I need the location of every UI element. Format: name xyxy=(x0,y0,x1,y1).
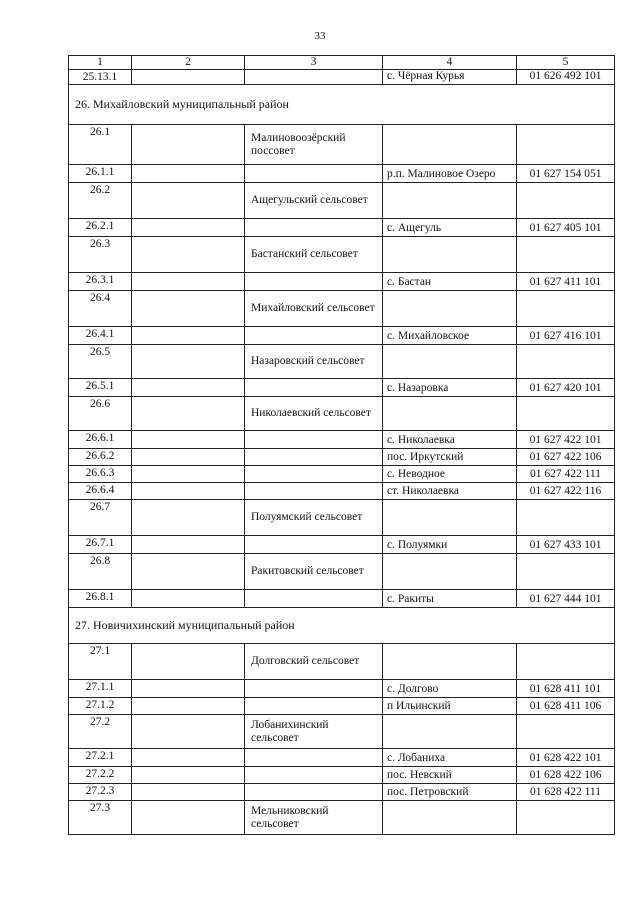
oktmo-code-cell xyxy=(517,345,615,379)
settlement-row xyxy=(69,680,615,698)
settlement-name-cell: пос. Невский xyxy=(383,767,517,784)
council-name-cell: Ащегульский сельсовет xyxy=(245,183,383,219)
council-row xyxy=(69,237,615,273)
council-name-cell xyxy=(245,327,383,345)
section-title: 27. Новичихинский муниципальный район xyxy=(69,608,615,644)
empty-cell xyxy=(132,431,245,449)
council-row xyxy=(69,554,615,590)
code-cell: 26.8.1 xyxy=(69,590,132,608)
settlement-name-cell: с. Неводное xyxy=(383,466,517,483)
council-name-cell xyxy=(245,680,383,698)
settlement-row xyxy=(69,327,615,345)
empty-cell xyxy=(132,784,245,801)
code-cell: 27.2.2 xyxy=(69,767,132,784)
empty-cell xyxy=(132,680,245,698)
council-name-cell: Назаровский сельсовет xyxy=(245,345,383,379)
council-name-cell: Бастанский сельсовет xyxy=(245,237,383,273)
settlement-name-cell xyxy=(383,500,517,536)
section-heading-row xyxy=(69,85,615,125)
column-header: 5 xyxy=(517,56,615,70)
council-row xyxy=(69,183,615,219)
settlement-row xyxy=(69,431,615,449)
empty-cell xyxy=(132,801,245,835)
oktmo-code-cell: 01 627 405 101 xyxy=(517,219,615,237)
council-name-cell: Ракитовский сельсовет xyxy=(245,554,383,590)
empty-cell xyxy=(132,698,245,715)
settlement-row xyxy=(69,219,615,237)
section-title: 26. Михайловский муниципальный район xyxy=(69,85,615,125)
council-name-cell xyxy=(245,749,383,767)
settlement-row xyxy=(69,466,615,483)
oktmo-code-cell: 01 628 422 106 xyxy=(517,767,615,784)
code-cell: 26.7.1 xyxy=(69,536,132,554)
oktmo-code-cell xyxy=(517,397,615,431)
empty-cell xyxy=(132,715,245,749)
oktmo-code-cell: 01 628 422 111 xyxy=(517,784,615,801)
settlement-name-cell xyxy=(383,345,517,379)
settlement-name-cell: ст. Николаевка xyxy=(383,483,517,500)
settlement-row xyxy=(69,749,615,767)
council-row xyxy=(69,125,615,165)
council-name-cell xyxy=(245,483,383,500)
empty-cell xyxy=(132,749,245,767)
council-name-cell xyxy=(245,165,383,183)
empty-cell xyxy=(132,500,245,536)
settlement-row xyxy=(69,165,615,183)
settlement-name-cell: с. Чёрная Курья xyxy=(383,70,517,85)
settlement-name-cell: п Ильинский xyxy=(383,698,517,715)
settlement-name-cell xyxy=(383,237,517,273)
council-name-cell xyxy=(245,431,383,449)
council-name-cell: Лобанихинский сельсовет xyxy=(245,715,383,749)
oktmo-code-cell xyxy=(517,500,615,536)
code-cell: 26.6.4 xyxy=(69,483,132,500)
empty-cell xyxy=(132,70,245,85)
settlement-name-cell xyxy=(383,801,517,835)
section-heading-row xyxy=(69,608,615,644)
column-header: 4 xyxy=(383,56,517,70)
council-name-cell: Малиновоозёрский поссовет xyxy=(245,125,383,165)
council-name-cell xyxy=(245,767,383,784)
oktmo-code-cell xyxy=(517,237,615,273)
oktmo-code-cell: 01 627 422 116 xyxy=(517,483,615,500)
oktmo-code-cell: 01 627 416 101 xyxy=(517,327,615,345)
code-cell: 26.6.1 xyxy=(69,431,132,449)
settlement-name-cell xyxy=(383,397,517,431)
code-cell: 26.8 xyxy=(69,554,132,590)
council-name-cell: Мельниковский сельсовет xyxy=(245,801,383,835)
settlement-name-cell: с. Михайловское xyxy=(383,327,517,345)
oktmo-code-cell xyxy=(517,291,615,327)
council-row xyxy=(69,500,615,536)
oktmo-code-cell: 01 628 422 101 xyxy=(517,749,615,767)
empty-cell xyxy=(132,219,245,237)
code-cell: 26.5 xyxy=(69,345,132,379)
code-cell: 26.1.1 xyxy=(69,165,132,183)
column-header: 2 xyxy=(132,56,245,70)
empty-cell xyxy=(132,536,245,554)
code-cell: 26.6 xyxy=(69,397,132,431)
empty-cell xyxy=(132,554,245,590)
settlement-row xyxy=(69,483,615,500)
settlement-name-cell: пос. Иркутский xyxy=(383,449,517,466)
council-name-cell: Долговский сельсовет xyxy=(245,644,383,680)
settlement-name-cell: с. Ракиты xyxy=(383,590,517,608)
code-cell: 26.4.1 xyxy=(69,327,132,345)
code-cell: 26.2.1 xyxy=(69,219,132,237)
empty-cell xyxy=(132,379,245,397)
empty-cell xyxy=(132,125,245,165)
oktmo-code-cell xyxy=(517,125,615,165)
council-name-cell: Николаевский сельсовет xyxy=(245,397,383,431)
council-name-cell xyxy=(245,698,383,715)
council-name-cell xyxy=(245,590,383,608)
empty-cell xyxy=(132,291,245,327)
code-cell: 26.6.2 xyxy=(69,449,132,466)
council-name-cell xyxy=(245,70,383,85)
oktmo-code-cell: 01 627 433 101 xyxy=(517,536,615,554)
code-cell: 25.13.1 xyxy=(69,70,132,85)
council-name-cell xyxy=(245,536,383,554)
council-name-cell: Михайловский сельсовет xyxy=(245,291,383,327)
council-row xyxy=(69,715,615,749)
oktmo-code-cell xyxy=(517,554,615,590)
code-cell: 27.2.1 xyxy=(69,749,132,767)
oktmo-code-cell: 01 627 422 101 xyxy=(517,431,615,449)
settlement-name-cell: р.п. Малиновое Озеро xyxy=(383,165,517,183)
settlement-name-cell: с. Долгово xyxy=(383,680,517,698)
settlement-row xyxy=(69,767,615,784)
council-name-cell xyxy=(245,379,383,397)
settlement-row xyxy=(69,536,615,554)
settlement-row xyxy=(69,449,615,466)
oktmo-code-cell: 01 626 492 101 xyxy=(517,70,615,85)
code-cell: 26.2 xyxy=(69,183,132,219)
empty-cell xyxy=(132,466,245,483)
settlement-row xyxy=(69,698,615,715)
settlement-row xyxy=(69,273,615,291)
oktmo-code-cell: 01 628 411 101 xyxy=(517,680,615,698)
council-name-cell xyxy=(245,219,383,237)
empty-cell xyxy=(132,273,245,291)
empty-cell xyxy=(132,183,245,219)
settlement-row xyxy=(69,590,615,608)
council-row xyxy=(69,801,615,835)
oktmo-code-cell: 01 627 420 101 xyxy=(517,379,615,397)
code-cell: 27.1.2 xyxy=(69,698,132,715)
council-name-cell: Полуямский сельсовет xyxy=(245,500,383,536)
code-cell: 27.1 xyxy=(69,644,132,680)
council-row xyxy=(69,644,615,680)
empty-cell xyxy=(132,483,245,500)
code-cell: 26.6.3 xyxy=(69,466,132,483)
settlement-name-cell xyxy=(383,125,517,165)
empty-cell xyxy=(132,449,245,466)
code-cell: 26.7 xyxy=(69,500,132,536)
council-row xyxy=(69,397,615,431)
settlement-name-cell xyxy=(383,715,517,749)
council-name-cell xyxy=(245,784,383,801)
settlement-name-cell: с. Лобаниха xyxy=(383,749,517,767)
code-cell: 27.3 xyxy=(69,801,132,835)
code-cell: 27.2.3 xyxy=(69,784,132,801)
settlement-name-cell xyxy=(383,554,517,590)
settlement-row xyxy=(69,379,615,397)
council-name-cell xyxy=(245,449,383,466)
settlement-row xyxy=(69,70,615,85)
oktmo-code-cell: 01 627 444 101 xyxy=(517,590,615,608)
council-name-cell xyxy=(245,273,383,291)
council-row xyxy=(69,291,615,327)
empty-cell xyxy=(132,165,245,183)
settlements-table xyxy=(68,55,615,835)
code-cell: 26.3 xyxy=(69,237,132,273)
code-cell: 26.5.1 xyxy=(69,379,132,397)
empty-cell xyxy=(132,237,245,273)
code-cell: 26.4 xyxy=(69,291,132,327)
settlement-row xyxy=(69,784,615,801)
code-cell: 27.1.1 xyxy=(69,680,132,698)
code-cell: 26.1 xyxy=(69,125,132,165)
column-header: 1 xyxy=(69,56,132,70)
oktmo-code-cell xyxy=(517,183,615,219)
table-header-row xyxy=(69,56,615,70)
oktmo-code-cell xyxy=(517,715,615,749)
page-number: 33 xyxy=(314,30,326,42)
settlement-name-cell xyxy=(383,291,517,327)
council-name-cell xyxy=(245,466,383,483)
council-row xyxy=(69,345,615,379)
empty-cell xyxy=(132,590,245,608)
oktmo-code-cell: 01 627 411 101 xyxy=(517,273,615,291)
column-header: 3 xyxy=(245,56,383,70)
settlement-name-cell: с. Ащегуль xyxy=(383,219,517,237)
empty-cell xyxy=(132,327,245,345)
settlement-name-cell: с. Бастан xyxy=(383,273,517,291)
oktmo-code-cell xyxy=(517,801,615,835)
empty-cell xyxy=(132,644,245,680)
settlement-name-cell xyxy=(383,183,517,219)
empty-cell xyxy=(132,397,245,431)
settlement-name-cell: пос. Петровский xyxy=(383,784,517,801)
empty-cell xyxy=(132,345,245,379)
oktmo-code-cell: 01 627 422 106 xyxy=(517,449,615,466)
oktmo-code-cell: 01 628 411 106 xyxy=(517,698,615,715)
oktmo-code-cell xyxy=(517,644,615,680)
settlement-name-cell: с. Полуямки xyxy=(383,536,517,554)
settlement-name-cell: с. Николаевка xyxy=(383,431,517,449)
code-cell: 26.3.1 xyxy=(69,273,132,291)
code-cell: 27.2 xyxy=(69,715,132,749)
settlement-name-cell xyxy=(383,644,517,680)
settlement-name-cell: с. Назаровка xyxy=(383,379,517,397)
empty-cell xyxy=(132,767,245,784)
oktmo-code-cell: 01 627 154 051 xyxy=(517,165,615,183)
oktmo-code-cell: 01 627 422 111 xyxy=(517,466,615,483)
